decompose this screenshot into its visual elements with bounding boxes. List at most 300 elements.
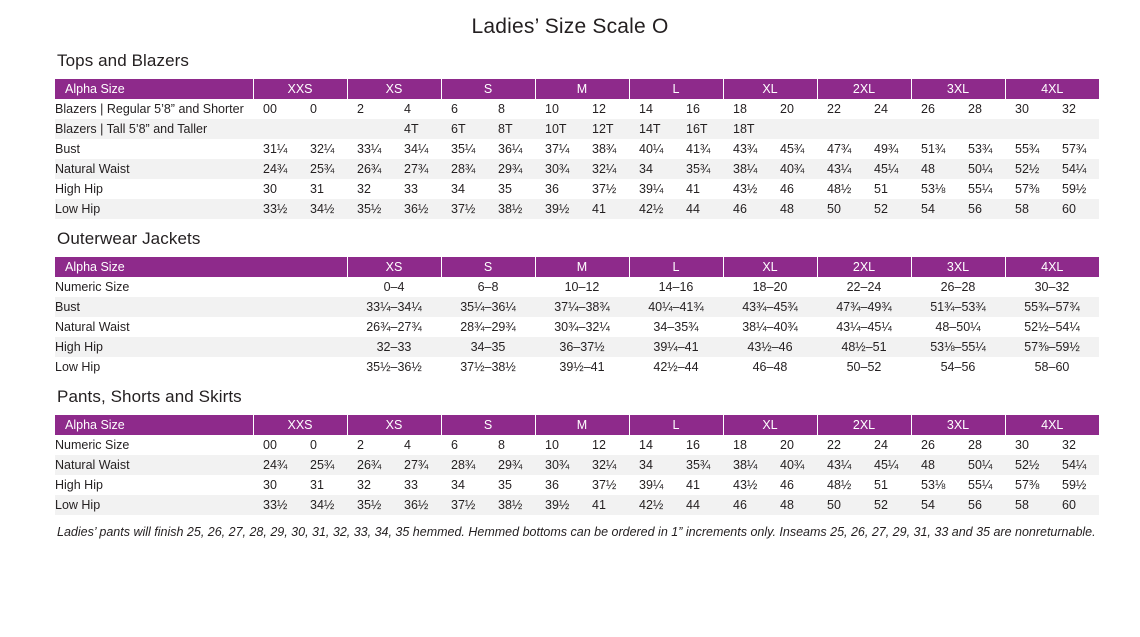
cell [911, 119, 1005, 139]
cell-value: 55¼ [968, 478, 993, 492]
cell [1005, 139, 1099, 159]
cell-value: 32 [1062, 102, 1076, 116]
cell-value: 45¼ [874, 458, 899, 472]
cell-value: 35¼–36¼ [441, 297, 535, 317]
cell-value: 28 [968, 438, 982, 452]
cell-value: 38½ [498, 498, 523, 512]
cell-value: 43¼ [827, 458, 852, 472]
cell [535, 495, 629, 515]
cell [535, 475, 629, 495]
cell-value: 52½ [1015, 458, 1040, 472]
table-pants-shorts-and-skirts [55, 415, 1099, 515]
cell-value: 44 [686, 498, 700, 512]
cell [253, 435, 347, 455]
cell-value: 8T [498, 122, 513, 136]
cell [347, 139, 441, 159]
table-row [55, 99, 1099, 119]
cell [1005, 99, 1099, 119]
cell [1005, 455, 1099, 475]
cell-value: 59½ [1062, 182, 1087, 196]
cell-value: 51 [874, 182, 888, 196]
cell-value: 14T [639, 122, 661, 136]
table-row [55, 455, 1099, 475]
column-header-alpha-size: Alpha Size [55, 257, 347, 277]
cell-value: 16 [686, 438, 700, 452]
cell-value: 45¾ [780, 142, 805, 156]
cell-value: 46 [733, 498, 747, 512]
table-row [55, 159, 1099, 179]
cell-value: 8 [498, 438, 505, 452]
row-label: Natural Waist [55, 455, 253, 475]
row-label: Blazers | Regular 5’8” and Shorter [55, 99, 253, 119]
cell-value: 46–48 [723, 357, 817, 377]
table-row [55, 277, 1099, 297]
cell-value: 26 [921, 102, 935, 116]
cell-value: 18 [733, 438, 747, 452]
cell-value: 12 [592, 102, 606, 116]
column-header-4xl: 4XL [1005, 79, 1099, 99]
cell-value: 14 [639, 438, 653, 452]
cell-value [770, 119, 817, 139]
cell [817, 435, 911, 455]
cell-value: 4 [404, 438, 411, 452]
cell [911, 159, 1005, 179]
cell-value: 56 [968, 202, 982, 216]
cell-value: 48½ [827, 182, 852, 196]
cell-value: 54¼ [1062, 162, 1087, 176]
column-header-xs: XS [347, 415, 441, 435]
cell-value: 50 [827, 498, 841, 512]
cell [1005, 179, 1099, 199]
cell [629, 455, 723, 475]
section-outerwear-jackets [55, 229, 1085, 377]
cell-value: 39¼–41 [629, 337, 723, 357]
cell-value: 24 [874, 438, 888, 452]
cell [911, 179, 1005, 199]
cell-value: 32 [357, 182, 371, 196]
cell-value: 36½ [404, 202, 429, 216]
column-header-s: S [441, 415, 535, 435]
cell [723, 139, 817, 159]
cell [817, 455, 911, 475]
cell-value: 28¾ [451, 162, 476, 176]
cell [817, 495, 911, 515]
cell-value: 36 [545, 182, 559, 196]
cell-value: 38¼–40¾ [723, 317, 817, 337]
column-header-l: L [629, 257, 723, 277]
cell [723, 179, 817, 199]
row-label: High Hip [55, 179, 253, 199]
cell-value: 47¾ [827, 142, 852, 156]
cell-value: 43¾ [733, 142, 758, 156]
cell-value: 8 [498, 102, 505, 116]
cell [535, 139, 629, 159]
row-label: Low Hip [55, 357, 347, 377]
cell-value: 48½ [827, 478, 852, 492]
table-header-row [55, 257, 1099, 277]
section-title-outerwear-jackets: Outerwear Jackets [57, 229, 201, 248]
cell-value: 37½ [592, 478, 617, 492]
cell [629, 119, 723, 139]
cell-value: 16 [686, 102, 700, 116]
column-header-2xl: 2XL [817, 415, 911, 435]
cell-value: 34 [639, 162, 653, 176]
cell [441, 99, 535, 119]
cell-value: 32¼ [592, 458, 617, 472]
cell [347, 495, 441, 515]
cell [253, 455, 347, 475]
cell-value: 54 [921, 498, 935, 512]
cell-value: 56 [968, 498, 982, 512]
cell-value: 43½ [733, 182, 758, 196]
cell-value: 60 [1062, 202, 1076, 216]
cell-value: 29¾ [498, 162, 523, 176]
cell [629, 139, 723, 159]
cell-value: 54 [921, 202, 935, 216]
row-label: Low Hip [55, 495, 253, 515]
cell [817, 475, 911, 495]
cell-value: 33 [404, 478, 418, 492]
cell [441, 119, 535, 139]
cell-value: 43½ [733, 478, 758, 492]
cell-value: 25¾ [310, 162, 335, 176]
cell [253, 119, 347, 139]
cell-value: 29¾ [498, 458, 523, 472]
table-row [55, 435, 1099, 455]
cell-value: 35¾ [686, 458, 711, 472]
cell [253, 495, 347, 515]
column-header-xl: XL [723, 257, 817, 277]
cell-value: 59½ [1062, 478, 1087, 492]
cell-value: 35½ [357, 498, 382, 512]
cell-value: 48 [780, 202, 794, 216]
cell-value: 24¾ [263, 162, 288, 176]
cell-value: 14–16 [629, 277, 723, 297]
column-header-m: M [535, 257, 629, 277]
table-outerwear-jackets [55, 257, 1099, 377]
cell-value: 34 [451, 478, 465, 492]
cell-value: 39¼ [639, 478, 664, 492]
cell [441, 455, 535, 475]
column-header-4xl: 4XL [1005, 415, 1099, 435]
cell [441, 495, 535, 515]
cell-value: 37¼ [545, 142, 570, 156]
cell-value: 6–8 [441, 277, 535, 297]
cell-value: 48 [921, 458, 935, 472]
cell-value: 46 [733, 202, 747, 216]
cell-value: 28¾–29¾ [441, 317, 535, 337]
cell-value: 48–50¼ [911, 317, 1005, 337]
cell [911, 199, 1005, 219]
cell-value: 31¼ [263, 142, 288, 156]
row-label: High Hip [55, 337, 347, 357]
cell-value: 39½ [545, 498, 570, 512]
cell-value: 0 [310, 438, 317, 452]
column-header-alpha-size: Alpha Size [55, 415, 253, 435]
column-header-alpha-size: Alpha Size [55, 79, 253, 99]
cell [911, 475, 1005, 495]
cell-value: 43¼–45¼ [817, 317, 911, 337]
cell-value: 0–4 [347, 277, 441, 297]
cell [629, 99, 723, 119]
table-header-row [55, 415, 1099, 435]
cell-value: 42½–44 [629, 357, 723, 377]
cell [723, 99, 817, 119]
cell-value: 51¾–53¾ [911, 297, 1005, 317]
cell-value: 30¾ [545, 162, 570, 176]
cell-value: 6 [451, 438, 458, 452]
row-label: Bust [55, 297, 347, 317]
cell [535, 199, 629, 219]
cell-value: 42½ [639, 202, 664, 216]
cell-value: 37¼–38¾ [535, 297, 629, 317]
cell-value: 30 [263, 182, 277, 196]
cell-value: 53⅛ [921, 478, 946, 492]
row-label: Natural Waist [55, 159, 253, 179]
cell [535, 99, 629, 119]
cell-value: 34¼ [404, 142, 429, 156]
cell [723, 199, 817, 219]
cell [253, 179, 347, 199]
cell [535, 179, 629, 199]
cell [817, 179, 911, 199]
row-label: Low Hip [55, 199, 253, 219]
column-header-l: L [629, 415, 723, 435]
cell-value: 12 [592, 438, 606, 452]
cell-value: 57⅜ [1015, 182, 1040, 196]
cell [347, 179, 441, 199]
cell [1005, 159, 1099, 179]
cell [441, 475, 535, 495]
cell-value: 52½–54¼ [1005, 317, 1099, 337]
table-row [55, 139, 1099, 159]
row-label: Bust [55, 139, 253, 159]
cell [817, 119, 911, 139]
cell [535, 119, 629, 139]
cell [723, 455, 817, 475]
cell-value: 34 [451, 182, 465, 196]
cell-value: 2 [357, 438, 364, 452]
table-tops-and-blazers [55, 79, 1099, 219]
cell-value: 52½ [1015, 162, 1040, 176]
table-row [55, 475, 1099, 495]
cell-value: 31 [310, 182, 324, 196]
cell-value: 27¾ [404, 458, 429, 472]
table-row [55, 337, 1099, 357]
cell-value: 26¾–27¾ [347, 317, 441, 337]
cell-value: 4 [404, 102, 411, 116]
cell-value: 00 [263, 102, 277, 116]
cell-value: 38½ [498, 202, 523, 216]
cell [911, 455, 1005, 475]
cell-value: 34½ [310, 498, 335, 512]
column-header-xl: XL [723, 415, 817, 435]
cell-value: 36½ [404, 498, 429, 512]
cell-value: 6T [451, 122, 466, 136]
cell [253, 159, 347, 179]
cell-value: 14 [639, 102, 653, 116]
cell [1005, 119, 1099, 139]
cell-value: 58 [1015, 202, 1029, 216]
cell [441, 179, 535, 199]
cell [723, 119, 817, 139]
cell [817, 99, 911, 119]
cell [723, 495, 817, 515]
cell-value: 43¾–45¾ [723, 297, 817, 317]
cell-value: 33 [404, 182, 418, 196]
cell-value: 54–56 [911, 357, 1005, 377]
column-header-s: S [441, 257, 535, 277]
cell [253, 139, 347, 159]
cell-value: 38¼ [733, 458, 758, 472]
cell-value: 25¾ [310, 458, 335, 472]
cell-value: 35½–36½ [347, 357, 441, 377]
cell-value: 32¼ [310, 142, 335, 156]
cell-value: 32¼ [592, 162, 617, 176]
cell [253, 99, 347, 119]
cell-value: 44 [686, 202, 700, 216]
cell-value: 10–12 [535, 277, 629, 297]
cell [911, 435, 1005, 455]
column-header-3xl: 3XL [911, 415, 1005, 435]
cell [817, 139, 911, 159]
section-title-tops-and-blazers: Tops and Blazers [57, 51, 190, 70]
cell-value: 55¾ [1015, 142, 1040, 156]
cell-value: 49¾ [874, 142, 899, 156]
cell-value: 33¼ [357, 142, 382, 156]
cell-value: 51¾ [921, 142, 946, 156]
cell-value: 24 [874, 102, 888, 116]
column-header-m: M [535, 415, 629, 435]
cell [629, 179, 723, 199]
cell-value: 43¼ [827, 162, 852, 176]
table-row [55, 495, 1099, 515]
cell-value: 50¼ [968, 458, 993, 472]
cell-value: 47¾–49¾ [817, 297, 911, 317]
cell-value: 53¾ [968, 142, 993, 156]
cell-value: 41 [592, 202, 606, 216]
column-header-xs: XS [347, 79, 441, 99]
cell-value: 34–35¾ [629, 317, 723, 337]
cell-value: 46 [780, 478, 794, 492]
cell-value: 30 [1015, 102, 1029, 116]
cell-value: 38¼ [733, 162, 758, 176]
column-header-l: L [629, 79, 723, 99]
cell [629, 159, 723, 179]
column-header-3xl: 3XL [911, 257, 1005, 277]
cell-value: 57⅜–59½ [1005, 337, 1099, 357]
column-header-3xl: 3XL [911, 79, 1005, 99]
cell [347, 455, 441, 475]
cell-value: 40¼–41¾ [629, 297, 723, 317]
cell-value: 39¼ [639, 182, 664, 196]
cell [441, 199, 535, 219]
cell-value: 22 [827, 438, 841, 452]
table-row [55, 317, 1099, 337]
cell-value: 31 [310, 478, 324, 492]
cell-value: 12T [592, 122, 614, 136]
cell [723, 475, 817, 495]
cell [629, 495, 723, 515]
cell-value: 36 [545, 478, 559, 492]
cell-value: 34 [639, 458, 653, 472]
cell-value: 57⅜ [1015, 478, 1040, 492]
column-header-xxs: XXS [253, 415, 347, 435]
row-label: High Hip [55, 475, 253, 495]
cell-value: 43½–46 [723, 337, 817, 357]
cell [347, 99, 441, 119]
cell-value: 35 [498, 182, 512, 196]
cell-value: 60 [1062, 498, 1076, 512]
cell [347, 199, 441, 219]
cell [347, 159, 441, 179]
cell [253, 199, 347, 219]
row-label: Numeric Size [55, 435, 253, 455]
column-header-xxs: XXS [253, 79, 347, 99]
cell-value: 37½ [451, 202, 476, 216]
cell-value: 40¾ [780, 458, 805, 472]
cell-value: 33½ [263, 202, 288, 216]
cell-value: 58 [1015, 498, 1029, 512]
column-header-4xl: 4XL [1005, 257, 1099, 277]
cell-value: 37½ [451, 498, 476, 512]
cell-value: 30–32 [1005, 277, 1099, 297]
cell-value: 22–24 [817, 277, 911, 297]
cell [911, 139, 1005, 159]
cell-value: 42½ [639, 498, 664, 512]
cell-value: 18T [733, 122, 755, 136]
cell-value: 50¼ [968, 162, 993, 176]
row-label: Natural Waist [55, 317, 347, 337]
section-title-pants-shorts-and-skirts: Pants, Shorts and Skirts [57, 387, 242, 406]
cell-value: 4T [404, 122, 419, 136]
cell-value: 48 [921, 162, 935, 176]
cell-value: 35½ [357, 202, 382, 216]
cell-value: 22 [827, 102, 841, 116]
cell [253, 475, 347, 495]
cell-value: 26¾ [357, 162, 382, 176]
table-row [55, 179, 1099, 199]
cell [441, 159, 535, 179]
table-header-row [55, 79, 1099, 99]
cell-value: 18 [733, 102, 747, 116]
column-header-2xl: 2XL [817, 257, 911, 277]
cell [1005, 475, 1099, 495]
cell-value: 41 [686, 182, 700, 196]
cell-value: 32 [1062, 438, 1076, 452]
cell-value: 33¼–34¼ [347, 297, 441, 317]
table-row [55, 297, 1099, 317]
cell-value: 54¼ [1062, 458, 1087, 472]
table-row [55, 199, 1099, 219]
cell-value: 41 [592, 498, 606, 512]
cell-value: 32 [357, 478, 371, 492]
cell [1005, 435, 1099, 455]
cell-value: 26 [921, 438, 935, 452]
cell-value: 30¾–32¼ [535, 317, 629, 337]
cell-value: 52 [874, 498, 888, 512]
cell-value: 18–20 [723, 277, 817, 297]
cell [629, 199, 723, 219]
cell [535, 455, 629, 475]
column-header-xl: XL [723, 79, 817, 99]
cell-value: 6 [451, 102, 458, 116]
cell [911, 99, 1005, 119]
cell [817, 159, 911, 179]
cell [347, 435, 441, 455]
cell-value: 10T [545, 122, 567, 136]
row-label: Numeric Size [55, 277, 347, 297]
